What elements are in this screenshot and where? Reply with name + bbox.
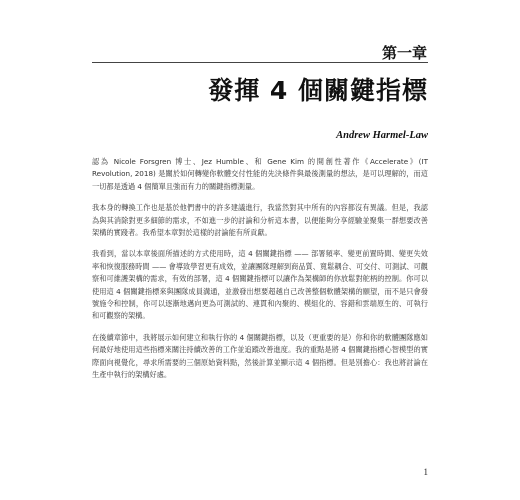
paragraph: 我本身的轉換工作也是基於他們書中的許多建議進行，我當然對其中所有的內容都沒有異議。但是，我認為與其消除對更多細節的需求，不如進一步的討論和分析這本書，以便能夠分享經驗並聚集一群想要改善架構的實踐者。我希望本章對於這樣的討論能有所貢獻。 bbox=[92, 203, 428, 238]
paragraph: 在後續章節中，我將展示如何建立和執行你的 4 個關鍵指標，以及（更重要的是）你和你的軟體團隊應如何最好地使用這些指標來關注持續改善的工作並追蹤改善進度。我的重點是將 4 個關鍵指標心智模型的實際面向視覺化，尋求所需要的三個原始資料點，然後計算並顯示這 4 個指標。但是別擔心：我也將討論在生產中執行的架構好處。 bbox=[92, 332, 428, 380]
chapter-title: 發揮 4 個關鍵指標 bbox=[208, 76, 428, 105]
chapter-divider bbox=[92, 62, 428, 63]
body-text bbox=[92, 156, 428, 391]
author-name: Andrew Harmel-Law bbox=[336, 130, 428, 141]
chapter-label: 第一章 bbox=[381, 44, 427, 62]
paragraph: 我看到，當以本章後面所描述的方式使用時，這 4 個關鍵指標 —— 部署頻率、變更前置時間、變更失效率和恢復服務時間 —— 會導致學習更有成效，並讓團隊理解到商品質、寬鬆耦合、可交付、可測試、可觀察和可維護架構的需求，有效的部署，這 4 個關鍵指標可以讓作為架構師的你放鬆對舵柄的控制。你可以使用這 4 個關鍵指標來與團隊成員溝通，並激發出想要超越自己改善整個軟體架構的願望，而不是只會發號施令和控制，你可以逐漸地邁向更為可測試的、連貫和內聚的、模組化的、容錯和雲端原生的、可執行和可觀察的架構。 bbox=[92, 249, 428, 321]
paragraph: 認為 Nicole Forsgren 博士、Jez Humble、和 Gene Kim 的開創性著作《Accelerate》(IT Revolution, 2018) 是關於如何轉變你軟體交付性能的先決條件與最後測量的想法，是可以理解的，而這一切都是透過 4 個簡單且強而有力的關鍵指標測量。 bbox=[92, 157, 428, 191]
page-number: 1 bbox=[423, 467, 428, 477]
